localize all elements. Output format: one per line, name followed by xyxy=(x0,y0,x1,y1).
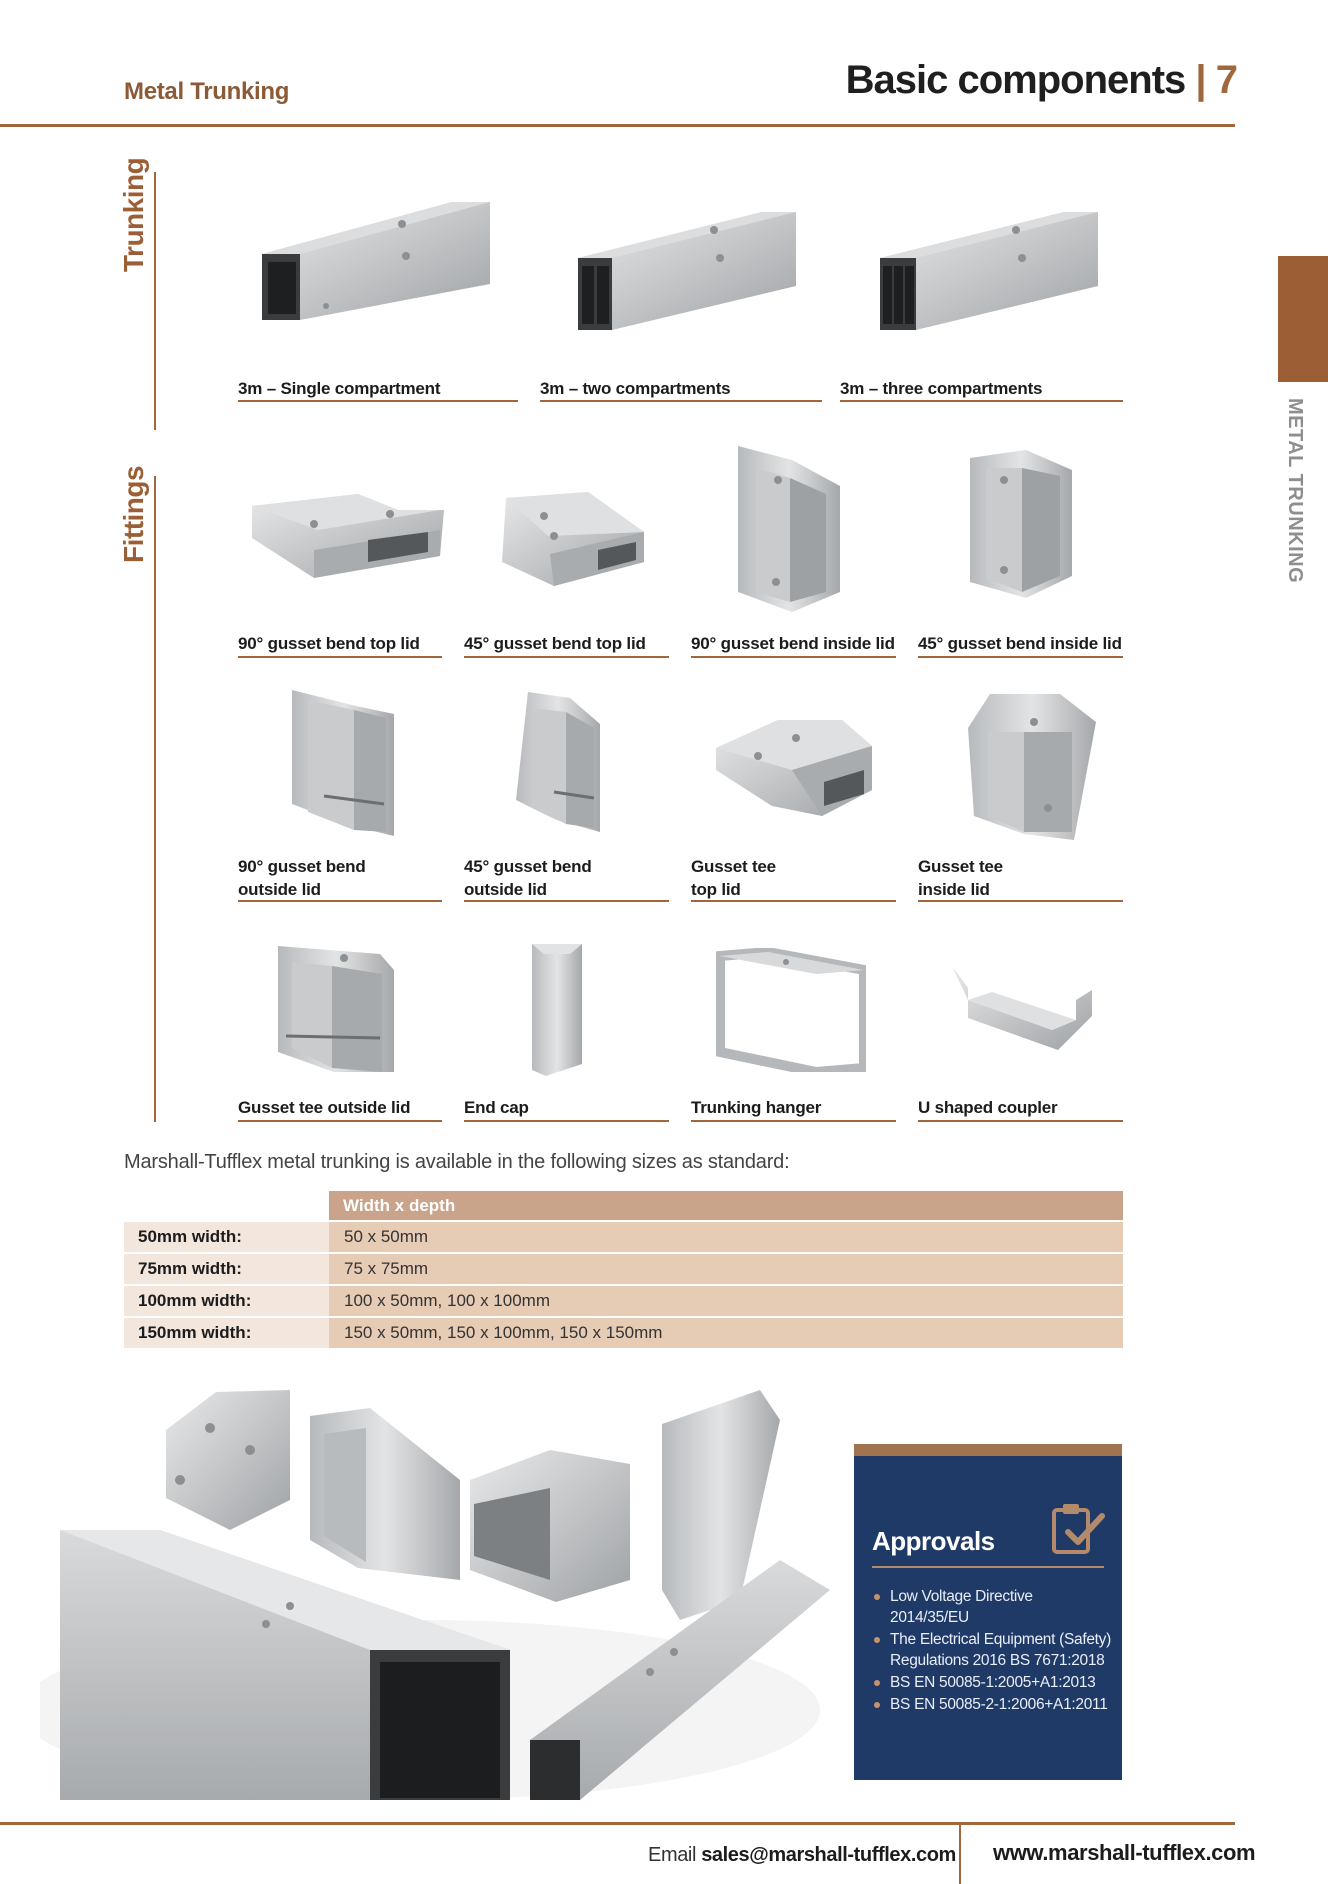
fitting-u-shaped-coupler-icon xyxy=(948,960,1100,1056)
table-cell-sizes: 150 x 50mm, 150 x 100mm, 150 x 150mm xyxy=(329,1318,1123,1348)
fitting-caption-underline xyxy=(238,1120,442,1122)
hero-product-photo xyxy=(40,1380,860,1800)
section-rule-trunking xyxy=(154,172,156,430)
section-label-fittings: Fittings xyxy=(118,465,149,563)
footer-email-label: Email xyxy=(648,1844,697,1866)
fitting-end-cap-icon xyxy=(526,940,590,1080)
approvals-rule xyxy=(872,1566,1104,1568)
table-cell-width: 75mm width: xyxy=(124,1254,329,1284)
fitting-image-90-gusset-bend-top-lid xyxy=(248,490,444,591)
single-compartment-trunking-image xyxy=(258,196,494,324)
page-number: 7 xyxy=(1215,58,1237,102)
fitting-image-gusset-tee-top-lid xyxy=(712,716,876,827)
fitting-trunking-hanger-icon xyxy=(716,948,866,1072)
fitting-image-gusset-tee-inside-lid xyxy=(964,688,1100,851)
fitting-caption-underline xyxy=(238,656,442,658)
hero-product-illustration xyxy=(40,1380,860,1800)
fitting-gusset-tee-inside-lid-icon xyxy=(964,688,1100,846)
fitting-image-90-gusset-bend-outside-lid xyxy=(284,684,400,847)
two-compartment-trunking-image xyxy=(574,206,800,334)
trunking-caption-2: 3m – two compartments xyxy=(540,379,731,398)
fitting-caption-underline xyxy=(464,1120,669,1122)
fitting-caption: 90° gusset bend top lid xyxy=(238,634,420,653)
side-tab-label: METAL TRUNKING xyxy=(1284,398,1306,584)
fitting-image-90-gusset-bend-inside-lid xyxy=(730,442,844,617)
table-row xyxy=(124,1286,1123,1316)
approvals-item: The Electrical Equipment (Safety) Regulations 2016 BS 7671:2018 xyxy=(872,1629,1112,1671)
approvals-title: Approvals xyxy=(872,1526,995,1556)
table-row xyxy=(124,1254,1123,1284)
fitting-90-gusset-outside-lid-icon xyxy=(284,684,400,842)
fitting-image-45-gusset-bend-inside-lid xyxy=(964,446,1076,607)
fitting-caption: 90° gusset bend inside lid xyxy=(691,634,895,653)
fitting-caption: End cap xyxy=(464,1098,529,1117)
sizes-table-header: Width x depth xyxy=(329,1191,1123,1220)
approvals-item: BS EN 50085-2-1:2006+A1:2011 xyxy=(872,1694,1112,1715)
three-compartment-trunking-image xyxy=(876,206,1102,334)
fitting-image-gusset-tee-outside-lid xyxy=(274,940,396,1085)
page-title-text: Basic components xyxy=(845,58,1186,102)
fitting-image-trunking-hanger xyxy=(716,948,866,1077)
section-rule-fittings xyxy=(154,476,156,1122)
fitting-caption-underline xyxy=(918,1120,1123,1122)
section-label-trunking: Trunking xyxy=(118,157,149,272)
fitting-caption: U shaped coupler xyxy=(918,1098,1058,1117)
trunking-caption-underline xyxy=(238,400,518,402)
fitting-gusset-tee-top-lid-icon xyxy=(712,716,876,822)
table-cell-width: 100mm width: xyxy=(124,1286,329,1316)
footer-email xyxy=(648,1844,956,1867)
table-row xyxy=(124,1222,1123,1252)
fitting-image-end-cap xyxy=(526,940,590,1085)
table-cell-width: 150mm width: xyxy=(124,1318,329,1348)
clipboard-check-icon xyxy=(1048,1500,1106,1558)
footer-divider xyxy=(959,1824,961,1884)
header-rule xyxy=(0,124,1235,127)
approvals-item: Low Voltage Directive 2014/35/EU xyxy=(872,1586,1112,1628)
trunking-caption-1: 3m – Single compartment xyxy=(238,379,441,398)
fitting-90-gusset-inside-lid-icon xyxy=(730,442,844,612)
trunking-caption-underline xyxy=(840,400,1123,402)
fitting-45-gusset-outside-lid-icon xyxy=(508,688,604,838)
fitting-caption-underline xyxy=(918,656,1123,658)
fitting-90-gusset-top-lid-icon xyxy=(248,490,444,586)
title-separator: | xyxy=(1195,58,1206,102)
fitting-45-gusset-top-lid-icon xyxy=(498,488,648,592)
fitting-caption-underline xyxy=(464,900,669,902)
fitting-caption-underline xyxy=(464,656,669,658)
fitting-caption-underline xyxy=(238,900,442,902)
table-cell-sizes: 100 x 50mm, 100 x 100mm xyxy=(329,1286,1123,1316)
approvals-list xyxy=(872,1586,1112,1716)
fitting-caption-underline xyxy=(691,1120,896,1122)
fitting-caption: Trunking hanger xyxy=(691,1098,822,1117)
fitting-caption-underline xyxy=(691,656,896,658)
fitting-caption: 45° gusset bend inside lid xyxy=(918,634,1122,653)
fitting-caption-underline xyxy=(691,900,896,902)
fitting-caption-underline xyxy=(918,900,1123,902)
fitting-caption: Gusset tee inside lid xyxy=(918,857,1003,899)
trunking-caption-underline xyxy=(540,400,822,402)
fitting-45-gusset-inside-lid-icon xyxy=(964,446,1076,602)
table-cell-width: 50mm width: xyxy=(124,1222,329,1252)
page-title xyxy=(846,58,1237,103)
section-title: Metal Trunking xyxy=(124,78,290,105)
fitting-caption: 90° gusset bend outside lid xyxy=(238,857,366,899)
fitting-caption: Gusset tee top lid xyxy=(691,857,776,899)
table-cell-sizes: 50 x 50mm xyxy=(329,1222,1123,1252)
footer-email-link[interactable]: sales@marshall-tufflex.com xyxy=(701,1844,956,1866)
fitting-caption: 45° gusset bend outside lid xyxy=(464,857,592,899)
sizes-intro: Marshall-Tufflex metal trunking is available in the following sizes as standard: xyxy=(124,1151,790,1173)
fitting-image-45-gusset-bend-top-lid xyxy=(498,488,648,597)
side-tab xyxy=(1278,256,1328,382)
fitting-caption: Gusset tee outside lid xyxy=(238,1098,411,1117)
fitting-image-45-gusset-bend-outside-lid xyxy=(508,688,604,843)
table-cell-sizes: 75 x 75mm xyxy=(329,1254,1123,1284)
trunking-caption-3: 3m – three compartments xyxy=(840,379,1043,398)
fitting-caption: 45° gusset bend top lid xyxy=(464,634,646,653)
fitting-image-u-shaped-coupler xyxy=(948,960,1100,1061)
approvals-item: BS EN 50085-1:2005+A1:2013 xyxy=(872,1672,1112,1693)
fitting-gusset-tee-outside-lid-icon xyxy=(274,940,396,1080)
approvals-panel xyxy=(854,1444,1122,1780)
footer-website-link[interactable]: www.marshall-tufflex.com xyxy=(993,1840,1256,1865)
table-row xyxy=(124,1318,1123,1348)
footer-rule xyxy=(0,1822,1235,1825)
